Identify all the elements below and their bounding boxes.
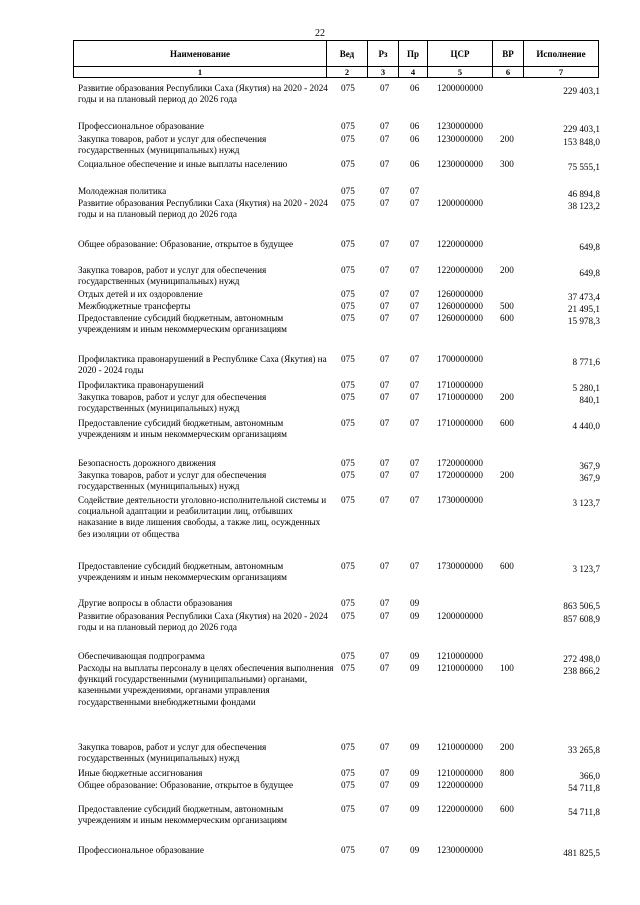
- row-name: Обеспечивающая подпрограмма: [78, 651, 205, 661]
- row-pr: 07: [410, 392, 420, 402]
- row-pr: 07: [410, 561, 420, 571]
- row-name: Профессиональное образование: [78, 845, 204, 855]
- row-vr: 600: [500, 804, 514, 814]
- row-ved: 075: [341, 663, 355, 673]
- row-vr: 100: [500, 663, 514, 673]
- row-pr: 07: [410, 495, 420, 505]
- row-ved: 075: [341, 470, 355, 480]
- row-exec: 21 495,1: [567, 304, 600, 314]
- row-csr: 1720000000: [437, 470, 483, 480]
- row-csr: 1210000000: [437, 742, 483, 752]
- row-ved: 075: [341, 598, 355, 608]
- row-ved: 075: [341, 380, 355, 390]
- col-ved-header: Вед: [327, 41, 368, 67]
- row-pr: 09: [410, 651, 420, 661]
- row-csr: 1220000000: [437, 780, 483, 790]
- row-rz: 07: [380, 845, 390, 855]
- row-name: Закупка товаров, работ и услуг для обеспечения государственных (муниципальных) нужд: [78, 265, 267, 287]
- row-rz: 07: [380, 289, 390, 299]
- row-ved: 075: [341, 301, 355, 311]
- row-ved: 075: [341, 561, 355, 571]
- row-csr: 1260000000: [437, 313, 483, 323]
- row-ved: 075: [341, 159, 355, 169]
- row-name: Развитие образования Республики Саха (Якутия) на 2020 - 2024 годы и на плановый период до 2026 года: [78, 611, 328, 633]
- row-ved: 075: [341, 780, 355, 790]
- row-pr: 07: [410, 354, 420, 364]
- row-name: Предоставление субсидий бюджетным, автономным учреждениям и иным некоммерческим организациям: [78, 561, 287, 583]
- row-ved: 075: [341, 83, 355, 93]
- row-exec: 229 403,1: [563, 86, 600, 96]
- row-name: Закупка товаров, работ и услуг для обеспечения государственных (муниципальных) нужд: [78, 470, 267, 492]
- row-exec: 38 123,2: [567, 201, 600, 211]
- row-vr: 500: [500, 301, 514, 311]
- row-vr: 200: [500, 392, 514, 402]
- row-rz: 07: [380, 458, 390, 468]
- row-pr: 07: [410, 380, 420, 390]
- row-exec: 153 848,0: [563, 137, 600, 147]
- row-rz: 07: [380, 159, 390, 169]
- row-pr: 06: [410, 121, 420, 131]
- row-exec: 3 123,7: [572, 498, 600, 508]
- row-csr: 1220000000: [437, 804, 483, 814]
- row-ved: 075: [341, 186, 355, 196]
- row-vr: 800: [500, 768, 514, 778]
- row-vr: 200: [500, 470, 514, 480]
- row-rz: 07: [380, 611, 390, 621]
- row-csr: 1200000000: [437, 83, 483, 93]
- row-rz: 07: [380, 186, 390, 196]
- row-exec: 75 555,1: [567, 162, 600, 172]
- row-csr: 1200000000: [437, 611, 483, 621]
- row-rz: 07: [380, 768, 390, 778]
- row-name: Профилактика правонарушений в Республике Саха (Якутия) на 2020 - 2024 годы: [78, 354, 327, 376]
- row-pr: 09: [410, 663, 420, 673]
- col-number: 7: [524, 67, 599, 78]
- row-exec: 481 825,5: [563, 848, 600, 858]
- row-exec: 229 403,1: [563, 124, 600, 134]
- row-csr: 1710000000: [437, 418, 483, 428]
- row-exec: 649,8: [579, 242, 600, 252]
- row-name: Безопасность дорожного движения: [78, 458, 216, 468]
- row-pr: 07: [410, 186, 420, 196]
- row-rz: 07: [380, 804, 390, 814]
- row-exec: 366,0: [579, 771, 600, 781]
- row-vr: 600: [500, 418, 514, 428]
- row-ved: 075: [341, 392, 355, 402]
- row-ved: 075: [341, 354, 355, 364]
- row-rz: 07: [380, 470, 390, 480]
- row-pr: 07: [410, 470, 420, 480]
- row-csr: 1710000000: [437, 380, 483, 390]
- row-rz: 07: [380, 134, 390, 144]
- row-rz: 07: [380, 121, 390, 131]
- row-exec: 15 978,3: [567, 316, 600, 326]
- row-rz: 07: [380, 301, 390, 311]
- col-name-header: Наименование: [74, 41, 327, 67]
- row-pr: 07: [410, 418, 420, 428]
- row-name: Профилактика правонарушений: [78, 380, 204, 390]
- row-rz: 07: [380, 83, 390, 93]
- col-number: 3: [368, 67, 399, 78]
- row-exec: 54 711,8: [568, 783, 600, 793]
- row-name: Профессиональное образование: [78, 121, 204, 131]
- row-pr: 07: [410, 198, 420, 208]
- row-exec: 5 280,1: [572, 383, 600, 393]
- row-pr: 09: [410, 611, 420, 621]
- row-vr: 200: [500, 134, 514, 144]
- row-rz: 07: [380, 418, 390, 428]
- row-ved: 075: [341, 742, 355, 752]
- row-name: Общее образование: Образование, открытое в будущее: [78, 780, 294, 790]
- col-rz-header: Рз: [368, 41, 399, 67]
- row-name: Молодежная политика: [78, 186, 167, 196]
- row-rz: 07: [380, 561, 390, 571]
- row-name: Предоставление субсидий бюджетным, автономным учреждениям и иным некоммерческим организациям: [78, 418, 287, 440]
- row-ved: 075: [341, 458, 355, 468]
- row-pr: 09: [410, 804, 420, 814]
- col-number: 1: [74, 67, 327, 78]
- row-vr: 600: [500, 313, 514, 323]
- row-name: Отдых детей и их оздоровление: [78, 289, 203, 299]
- row-exec: 238 866,2: [563, 666, 600, 676]
- row-rz: 07: [380, 313, 390, 323]
- row-rz: 07: [380, 392, 390, 402]
- row-name: Социальное обеспечение и иные выплаты населению: [78, 159, 288, 169]
- row-exec: 367,9: [579, 473, 600, 483]
- row-ved: 075: [341, 289, 355, 299]
- row-ved: 075: [341, 418, 355, 428]
- row-exec: 272 498,0: [563, 654, 600, 664]
- row-ved: 075: [341, 651, 355, 661]
- row-exec: 54 711,8: [568, 807, 600, 817]
- col-number: 4: [399, 67, 428, 78]
- row-pr: 06: [410, 159, 420, 169]
- row-pr: 07: [410, 265, 420, 275]
- row-exec: 33 265,8: [567, 745, 600, 755]
- row-csr: 1230000000: [437, 121, 483, 131]
- row-vr: 200: [500, 742, 514, 752]
- row-name: Иные бюджетные ассигнования: [78, 768, 203, 778]
- row-ved: 075: [341, 313, 355, 323]
- row-rz: 07: [380, 265, 390, 275]
- row-name: Общее образование: Образование, открытое в будущее: [78, 239, 294, 249]
- row-rz: 07: [380, 742, 390, 752]
- row-ved: 075: [341, 804, 355, 814]
- row-rz: 07: [380, 663, 390, 673]
- row-csr: 1200000000: [437, 198, 483, 208]
- row-csr: 1730000000: [437, 495, 483, 505]
- row-csr: 1260000000: [437, 289, 483, 299]
- row-ved: 075: [341, 134, 355, 144]
- row-vr: 200: [500, 265, 514, 275]
- row-pr: 09: [410, 768, 420, 778]
- row-pr: 07: [410, 313, 420, 323]
- col-exec-header: Исполнение: [524, 41, 599, 67]
- row-name: Закупка товаров, работ и услуг для обеспечения государственных (муниципальных) нужд: [78, 742, 267, 764]
- row-ved: 075: [341, 239, 355, 249]
- row-csr: 1230000000: [437, 845, 483, 855]
- row-csr: 1220000000: [437, 239, 483, 249]
- row-pr: 09: [410, 598, 420, 608]
- row-exec: 46 894,8: [567, 189, 600, 199]
- row-exec: 4 440,0: [572, 421, 600, 431]
- row-pr: 07: [410, 301, 420, 311]
- row-exec: 840,1: [579, 395, 600, 405]
- row-name: Развитие образования Республики Саха (Якутия) на 2020 - 2024 годы и на плановый период до 2026 года: [78, 198, 328, 220]
- row-ved: 075: [341, 768, 355, 778]
- row-exec: 367,9: [579, 461, 600, 471]
- row-name: Закупка товаров, работ и услуг для обеспечения государственных (муниципальных) нужд: [78, 392, 267, 414]
- row-name: Развитие образования Республики Саха (Якутия) на 2020 - 2024 годы и на плановый период до 2026 года: [78, 83, 328, 105]
- row-csr: 1210000000: [437, 651, 483, 661]
- row-name: Предоставление субсидий бюджетным, автономным учреждениям и иным некоммерческим организациям: [78, 804, 287, 826]
- row-csr: 1230000000: [437, 134, 483, 144]
- row-ved: 075: [341, 121, 355, 131]
- row-pr: 07: [410, 239, 420, 249]
- row-csr: 1260000000: [437, 301, 483, 311]
- row-rz: 07: [380, 239, 390, 249]
- row-name: Содействие деятельности уголовно-исполнительной системы и социальной адаптации и реабилитации лиц, отбывших наказание в виде лишения свободы, а также лиц, осужденных без изоляции от общества: [78, 495, 327, 539]
- row-rz: 07: [380, 598, 390, 608]
- row-pr: 06: [410, 134, 420, 144]
- row-pr: 09: [410, 845, 420, 855]
- col-pr-header: Пр: [399, 41, 428, 67]
- row-csr: 1730000000: [437, 561, 483, 571]
- row-ved: 075: [341, 198, 355, 208]
- row-rz: 07: [380, 780, 390, 790]
- row-csr: 1700000000: [437, 354, 483, 364]
- row-csr: 1210000000: [437, 768, 483, 778]
- row-name: Предоставление субсидий бюджетным, автономным учреждениям и иным некоммерческим организациям: [78, 313, 287, 335]
- row-exec: 37 473,4: [567, 292, 600, 302]
- page-number: 22: [315, 28, 325, 39]
- col-vr-header: ВР: [493, 41, 524, 67]
- row-vr: 300: [500, 159, 514, 169]
- row-rz: 07: [380, 651, 390, 661]
- row-name: Закупка товаров, работ и услуг для обеспечения государственных (муниципальных) нужд: [78, 134, 267, 156]
- row-ved: 075: [341, 265, 355, 275]
- row-ved: 075: [341, 611, 355, 621]
- col-number: 2: [327, 67, 368, 78]
- row-csr: 1720000000: [437, 458, 483, 468]
- row-rz: 07: [380, 198, 390, 208]
- row-ved: 075: [341, 845, 355, 855]
- row-csr: 1230000000: [437, 159, 483, 169]
- col-csr-header: ЦСР: [428, 41, 493, 67]
- row-name: Межбюджетные трансферты: [78, 301, 191, 311]
- row-name: Расходы на выплаты персоналу в целях обеспечения выполнения функций государственными (муниципальными) органами, казенными учреждениями, органами управления государственными внебюджетными фондами: [78, 663, 334, 707]
- row-exec: 857 608,9: [563, 614, 600, 624]
- row-rz: 07: [380, 354, 390, 364]
- col-number: 5: [428, 67, 493, 78]
- row-ved: 075: [341, 495, 355, 505]
- row-exec: 3 123,7: [572, 564, 600, 574]
- row-name: Другие вопросы в области образования: [78, 598, 233, 608]
- row-pr: 06: [410, 83, 420, 93]
- col-number: 6: [493, 67, 524, 78]
- row-pr: 07: [410, 458, 420, 468]
- row-pr: 07: [410, 289, 420, 299]
- row-csr: 1210000000: [437, 663, 483, 673]
- row-rz: 07: [380, 380, 390, 390]
- row-exec: 863 506,5: [563, 601, 600, 611]
- row-rz: 07: [380, 495, 390, 505]
- row-pr: 09: [410, 742, 420, 752]
- row-exec: 649,8: [579, 268, 600, 278]
- row-csr: 1710000000: [437, 392, 483, 402]
- row-exec: 8 771,6: [572, 357, 600, 367]
- row-csr: 1220000000: [437, 265, 483, 275]
- row-pr: 09: [410, 780, 420, 790]
- row-vr: 600: [500, 561, 514, 571]
